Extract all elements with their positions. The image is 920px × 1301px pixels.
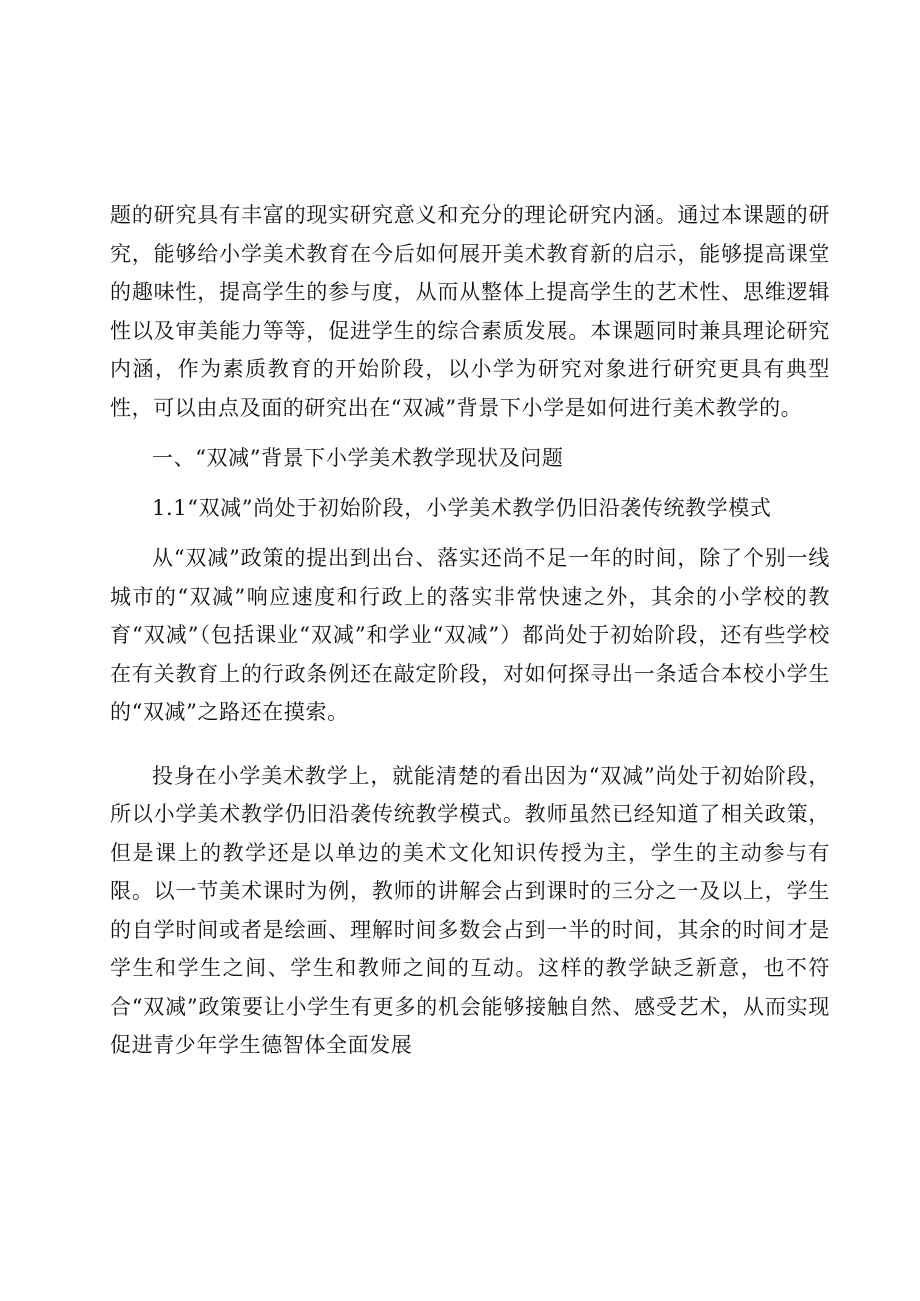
body-paragraph: 从“双减”政策的提出到出台、落实还尚不足一年的时间，除了个别一线城市的“双减”响应速度和行政上的落实非常快速之外，其余的小学校的教育“双减”（包括课业“双减”和学业“双减”）都尚处于初始阶段，还有些学校在有关教育上的行政条例还在敲定阶段，对如何探寻出一条适合本校小学生的“双减”之路还在摸索。 [110, 546, 830, 724]
body-paragraph: 投身在小学美术教学上，就能清楚的看出因为“双减”尚处于初始阶段，所以小学美术教学仍旧沿袭传统教学模式。教师虽然已经知道了相关政策，但是课上的教学还是以单边的美术文化知识传授为主，学生的主动参与有限。以一节美术课时为例，教师的讲解会占到课时的三分之一及以上，学生的自学时间或者是绘画、理解时间多数会占到一半的时间，其余的时间才是学生和学生之间、学生和教师之间的互动。这样的教学缺乏新意，也不符合“双减”政策要让小学生有更多的机会能够接触自然、感受艺术，从而实现促进青少年学生德智体全面发展 [110, 763, 830, 1057]
intro-continuation-paragraph: 题的研究具有丰富的现实研究意义和充分的理论研究内涵。通过本课题的研究，能够给小学美术教育在今后如何展开美术教育新的启示，能够提高课堂的趣味性，提高学生的参与度，从而从整体上提高学生的艺术性、思维逻辑性以及审美能力等等，促进学生的综合素质发展。本课题同时兼具理论研究内涵，作为素质教育的开始阶段，以小学为研究对象进行研究更具有典型性，可以由点及面的研究出在“双减”背景下小学是如何进行美术教学的。 [110, 203, 830, 420]
subsection-heading: 1.1“双减”尚处于初始阶段，小学美术教学仍旧沿袭传统教学模式 [152, 495, 772, 520]
document-body [110, 196, 830, 1065]
section-heading: 一、“双减”背景下小学美术教学现状及问题 [152, 446, 564, 470]
